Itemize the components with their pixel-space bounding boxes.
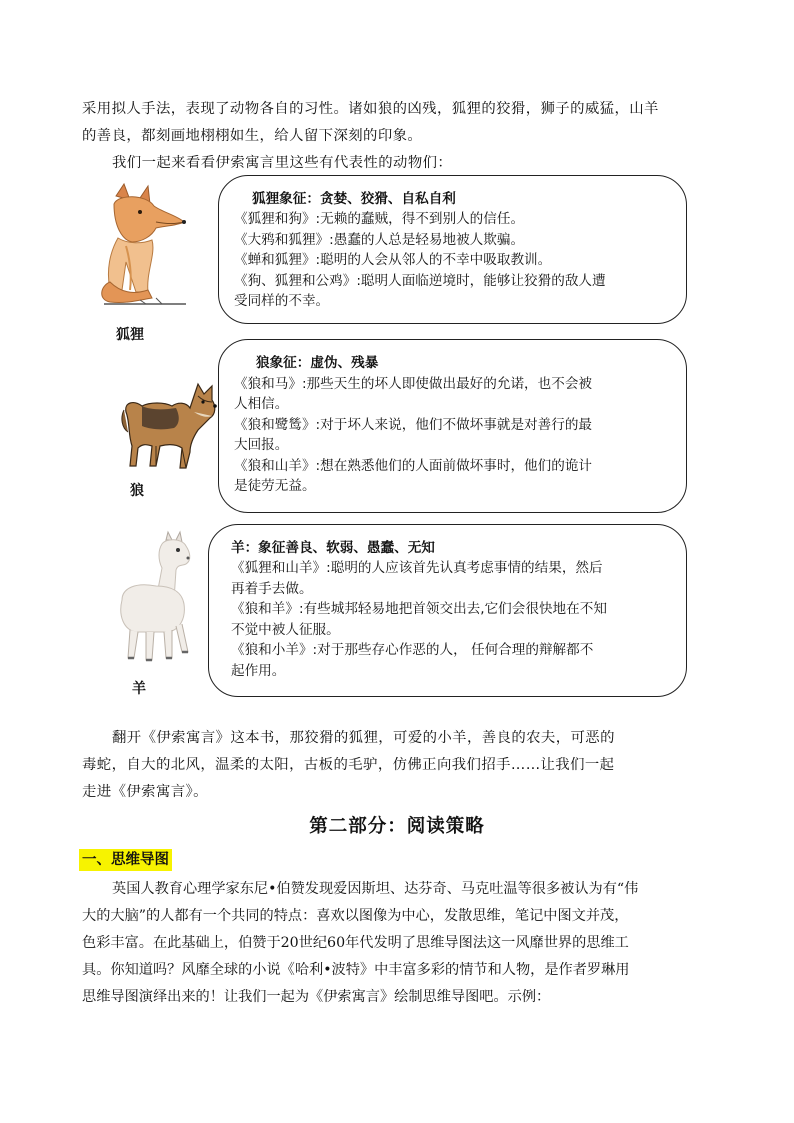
wolf-box-line-4: 大回报。 — [234, 437, 289, 453]
fox-box-title: 狐狸象征：贪婪、狡猾、自私自利 — [252, 191, 456, 207]
intro-line-2: 的善良，都刻画地栩栩如生，给人留下深刻的印象。 — [82, 128, 423, 144]
fox-box-line-3: 《蝉和狐狸》:聪明的人会从邻人的不幸中吸取教训。 — [234, 252, 552, 268]
wolf-box-title: 狼象征：虚伪、残暴 — [256, 355, 379, 371]
fox-box-line-2: 《大鸦和狐狸》:愚蠢的人总是轻易地被人欺骗。 — [234, 232, 525, 248]
sheep-box-line-1: 《狐狸和山羊》:聪明的人应该首先认真考虑事情的结果，然后 — [231, 560, 603, 576]
sheep-box-line-5: 《狼和小羊》:对于那些存心作恶的人， 任何合理的辩解都不 — [231, 642, 594, 658]
wolf-box-line-3: 《狼和鹭鸶》:对于坏人来说，他们不做坏事就是对善行的最 — [234, 417, 593, 433]
animal-label-wolf: 狼 — [130, 483, 144, 499]
mind-map-subheading: 一、思维导图 — [79, 849, 172, 871]
intro-line-1: 采用拟人手法，表现了动物各自的习性。诸如狼的凶残，狐狸的狡猾，狮子的威猛，山羊 — [82, 101, 659, 117]
intro-line-3: 我们一起来看看伊索寓言里这些有代表性的动物们： — [112, 155, 453, 171]
wolf-box-line-2: 人相信。 — [234, 396, 289, 412]
mindmap-line-1: 英国人教育心理学家东尼•伯赞发现爱因斯坦、达芬奇、马克吐温等很多被认为有“伟 — [112, 881, 639, 897]
fox-box-line-4: 《狗、狐狸和公鸡》:聪明人面临逆境时，能够让狡猾的敌人遭 — [234, 273, 606, 289]
sheep-box-line-3: 《狼和羊》:有些城邦轻易地把首领交出去,它们会很快地在不知 — [231, 601, 607, 617]
closing-line-1: 翻开《伊索寓言》这本书，那狡猾的狐狸，可爱的小羊，善良的农夫，可恶的 — [112, 730, 615, 746]
fox-illustration — [96, 182, 192, 310]
closing-line-2: 毒蛇，自大的北风，温柔的太阳，古板的毛驴，仿佛正向我们招手……让我们一起 — [82, 757, 615, 773]
fox-box-line-1: 《狐狸和狗》:无赖的蠢贼，得不到别人的信任。 — [234, 211, 525, 227]
mindmap-line-3: 色彩丰富。在此基础上，伯赞于20世纪60年代发明了思维导图法这一风靡世界的思维工 — [82, 935, 629, 951]
sheep-illustration — [116, 530, 208, 666]
wolf-box-line-5: 《狼和山羊》:想在熟悉他们的人面前做坏事时，他们的诡计 — [234, 458, 593, 474]
wolf-illustration — [120, 372, 220, 472]
fox-box-line-5: 受同样的不幸。 — [234, 293, 330, 309]
mindmap-line-4: 具。你知道吗？风靡全球的小说《哈利•波特》中丰富多彩的情节和人物，是作者罗琳用 — [82, 962, 630, 978]
wolf-box-line-1: 《狼和马》:那些天生的坏人即使做出最好的允诺，也不会被 — [234, 376, 593, 392]
animal-label-fox: 狐狸 — [116, 327, 144, 343]
mindmap-line-5: 思维导图演绎出来的！让我们一起为《伊索寓言》绘制思维导图吧。示例： — [82, 989, 551, 1005]
sheep-box-line-4: 不觉中被人征服。 — [231, 622, 340, 638]
animal-label-sheep: 羊 — [132, 681, 146, 697]
section-heading: 第二部分：阅读策略 — [309, 816, 485, 837]
mindmap-line-2: 大的大脑”的人都有一个共同的特点：喜欢以图像为中心，发散思维，笔记中图文并茂， — [82, 908, 629, 924]
sheep-box-title: 羊：象征善良、软弱、愚蠢、无知 — [231, 540, 435, 556]
closing-line-3: 走进《伊索寓言》。 — [82, 784, 208, 800]
sheep-box-line-6: 起作用。 — [231, 663, 286, 679]
sheep-box-line-2: 再着手去做。 — [231, 581, 313, 597]
wolf-box-line-6: 是徒劳无益。 — [234, 478, 316, 494]
